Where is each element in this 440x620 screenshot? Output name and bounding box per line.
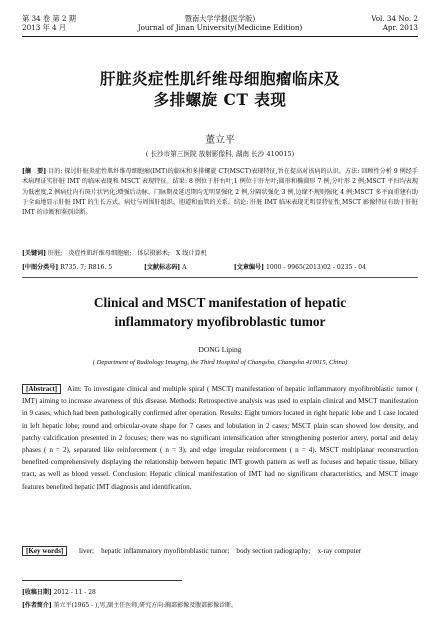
received-date: 2012 - 11 - 28 — [53, 589, 96, 596]
article-number-value: 1000 - 9965(2013)02 - 0235 - 04 — [265, 264, 367, 271]
keywords-en — [22, 545, 418, 557]
footnote-received — [22, 587, 418, 596]
abstract-en-label: [Abstract] — [22, 384, 61, 394]
abstract-cn-text: 目的: 探讨肝脏炎症性肌纤维母细胞瘤(IMT)的临床和多排螺旋 CT(MSCT)表现特征,旨在提高对该病的认识。方法: 回顾性分析 9 例经手术病理证实肝脏 IMT 的临床表现和 MSCT 表现特征。结果: 8 例位于肝右叶,1 例位于肝左叶;圆形和椭圆形 7 例,分叶形 2 例;MSCT 平扫均表现为低密度,2 例病灶内有斑片状钙化;增强后动脉、门脉期及延迟期均无明显强化 2 例,分隔状强化 3 例,边缘不规则强化 4 例;MSCT 多平面重建有助于全面地显示肝脏 IMT 的生长方式、病灶与周围肝组织、胆道和血管的关系。结论: 肝脏 IMT 临床表现无明显特征性,MSCT 影像特征有助于肝脏 IMT 的诊断和鉴别诊断。 — [22, 168, 418, 217]
title-en-line2: inflammatory myofibroblastic tumor — [114, 313, 326, 329]
abstract-cn — [22, 167, 418, 218]
header-divider — [22, 36, 418, 37]
keywords-cn-text: 肝脏; 炎症性肌纤维母细胞瘤; 体层摄影术; X 线计算机 — [48, 250, 207, 257]
abstract-en-text: Aim: To investigate clinical and multiple spiral ( MSCT) manifestation of hepatic inflammatory myofibroblastic tumor ( IMT) aiming to increase awareness of this disease. Methods: Retrospective analysis was used to explain clinical and MSCT manifestation in 9 cases, which had been pathologically confirmed after operation. Results: Eight tumors located in right hepatic lobe and 1 case located in left hepatic lobe; round and orbicular-ovate shape for 7 cases and lobulation in 2 cases; MSCT plain scan showed low density, and patchy calcification presented in 2 focuses; there was no significant intensification after strengthening posterior artery, portal and delay phases ( n = 2), separated like reinforcement ( n = 3), and edge irregular reinforcement ( n = 4). MSCT multiplanar reconstruction benefited comprehensively displaying the relationship between hepatic IMT growth pattern as well as focuses and hepatic tissue, biliary tract, as well as blood vessel. Conclusion: Hepatic clinical manifestation of IMT had no significant characteristics, and MSCT image features benefited hepatic IMT diagnosis and identification. — [22, 385, 418, 491]
affiliation-en: ( Department of Radiology Imaging, the Third Hospital of Changsha, Changsha 410015, China) — [92, 359, 348, 366]
author-cn: 董立平 — [205, 135, 235, 146]
article-title-cn — [0, 68, 440, 110]
article-number-label: [文章编号] — [233, 264, 265, 271]
clc-label: [中图分类号] — [22, 264, 59, 271]
keywords-cn — [22, 248, 418, 257]
volume-issue: 第 34 卷 第 2 期 — [22, 14, 76, 23]
issue-date: 2013 年 4 月 — [22, 23, 67, 32]
title-en-line1: Clinical and MSCT manifestation of hepatic — [93, 295, 347, 310]
volume-issue-en: Vol. 34 No. 2 — [371, 14, 418, 23]
doc-code-value: A — [182, 264, 187, 271]
doc-code-label: [文献标志码] — [143, 264, 181, 271]
author-en: DONG Liping — [198, 345, 242, 354]
title-cn-line1: 肝脏炎症性肌纤维母细胞瘤临床及 — [99, 69, 340, 88]
keywords-en-label: [Key words] — [22, 546, 67, 556]
clc-value: R735. 7; R816. 5 — [60, 264, 113, 271]
journal-volume-info-en — [371, 14, 418, 32]
received-label: [收稿日期] — [22, 589, 52, 596]
abstract-cn-label: [摘 要] — [22, 168, 47, 175]
section-divider — [22, 277, 418, 278]
footnote-author-bio — [22, 600, 418, 609]
keywords-en-text: liver; hepatic inflammatory myofibroblastic tumor; body section radiography; x-ray computer — [79, 547, 362, 555]
affiliation-cn: ( 长沙市第三医院 放射影像科, 湖南 长沙 410015) — [145, 150, 295, 158]
title-cn-line2: 多排螺旋 CT 表现 — [153, 90, 287, 109]
issue-date-en: Apr. 2013 — [382, 23, 418, 32]
footnote-divider — [22, 580, 182, 581]
journal-name-en: Journal of Jinan University(Medicine Edition) — [137, 23, 303, 32]
author-bio-label: [作者简介] — [22, 602, 52, 609]
abstract-en — [22, 383, 418, 493]
article-title-en — [0, 294, 440, 331]
journal-name-cn: 暨南大学学报(医学版) — [184, 14, 256, 23]
keywords-cn-label: [关键词] — [22, 250, 47, 257]
author-bio-text: 董立平(1965 - ),男,副主任医师,研究方向:胸部影像及腹部影像诊断。 — [53, 602, 238, 609]
classification-row — [22, 262, 418, 271]
